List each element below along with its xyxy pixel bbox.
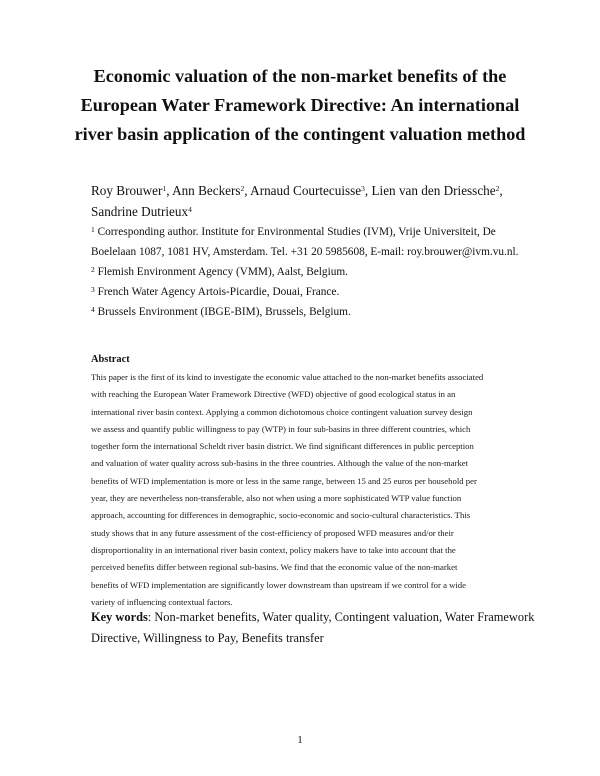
affiliation-1-continued: Boelelaan 1087, 1081 HV, Amsterdam. Tel. +31 20 5985608, E-mail: roy.brouwer@ivm.vu.nl. (91, 246, 519, 258)
title-line: Economic valuation of the non-market benefits of the (93, 66, 507, 86)
author-name: Ann Beckers (172, 183, 241, 198)
author-list (91, 180, 521, 222)
separator: , (166, 183, 173, 198)
affiliation-text: Flemish Environment Agency (VMM), Aalst, Belgium. (97, 266, 348, 278)
affiliation-3 (91, 282, 521, 302)
title-line: river basin application of the contingent valuation method (74, 124, 526, 144)
author-line (91, 180, 521, 201)
abstract-heading: Abstract (91, 354, 130, 365)
affiliation-marker: 4 (188, 205, 192, 214)
author-name: Sandrine Dutrieux (91, 204, 189, 219)
keywords-text: : Non-market benefits, Water quality, Contingent valuation, Water Framework (147, 610, 535, 624)
abstract-line: This paper is the first of its kind to investigate the economic value attached to the non-market benefits associated (91, 372, 484, 382)
affiliation-2 (91, 262, 521, 282)
affiliation-number: 4 (91, 305, 95, 314)
abstract-line: together form the international Scheldt river basin district. We find significant differences in public perception (91, 441, 474, 452)
keywords-label: Key words (91, 610, 148, 624)
keywords-line: Directive, Willingness to Pay, Benefits transfer (91, 631, 324, 645)
affiliation-marker: 2 (240, 184, 245, 193)
abstract-line: benefits of WFD implementation are significantly lower downstream than upstream if we control for a wide (91, 579, 466, 590)
author-line (91, 201, 521, 222)
keywords-line (91, 607, 535, 628)
affiliations (91, 222, 521, 322)
abstract-line: perceived benefits differ between regional sub-basins. We find that the economic value of the non-market (91, 562, 458, 573)
affiliation-marker: 3 (361, 184, 365, 193)
abstract-line: disproportionality in an international river basin context, policy makers have to take into account that the (91, 544, 456, 555)
affiliation-text: Brussels Environment (IBGE-BIM), Brussels, Belgium. (97, 306, 351, 318)
separator: , (244, 183, 251, 198)
abstract-line: study shows that in any future assessment of the cost-efficiency of proposed WFD measures and/or their (91, 527, 454, 538)
separator: , (499, 183, 503, 198)
author-name: Arnaud Courtecuisse (250, 183, 362, 198)
abstract-line: with reaching the European Water Framework Directive (WFD) objective of good ecological status in an (91, 389, 456, 400)
abstract-body (91, 369, 521, 611)
author-name: Lien van den Driessche (371, 183, 496, 198)
abstract-line: international river basin context. Applying a common dichotomous choice contingent valuation survey design (91, 406, 473, 417)
affiliation-number: 2 (91, 265, 95, 274)
affiliation-number: 3 (91, 285, 95, 294)
affiliation-1 (91, 222, 521, 242)
abstract-line: approach, accounting for differences in demographic, socio-economic and socio-cultural characteristics. This (91, 510, 471, 521)
affiliation-text: Corresponding author. Institute for Environmental Studies (IVM), Vrije Universiteit, De (97, 226, 496, 238)
affiliation-marker: 2 (495, 184, 500, 193)
paper-title (60, 62, 540, 149)
affiliation-text: French Water Agency Artois-Picardie, Douai, France. (97, 286, 340, 298)
keywords (91, 607, 535, 649)
separator: , (364, 183, 372, 198)
author-name: Roy Brouwer (91, 183, 163, 198)
abstract-line: we assess and quantify public willingness to pay (WTP) in four sub-basins in three different countries, which (91, 423, 471, 434)
abstract-line: variety of influencing contextual factors. (91, 596, 233, 607)
title-line: European Water Framework Directive: An international (80, 95, 520, 115)
affiliation-marker: 1 (162, 184, 167, 193)
abstract-line: and valuation of water quality across sub-basins in the three countries. Although the value of the non-market (91, 458, 469, 469)
abstract-line: year, they are nevertheless non-transferable, also not when using a more sophisticated WTP value function (91, 493, 462, 504)
page-number: 1 (297, 734, 303, 746)
affiliation-4 (91, 302, 521, 322)
affiliation-number: 1 (91, 225, 95, 234)
abstract-line: benefits of WFD implementation is more or less in the same range, between 15 and 25 euros per household per (91, 475, 477, 486)
